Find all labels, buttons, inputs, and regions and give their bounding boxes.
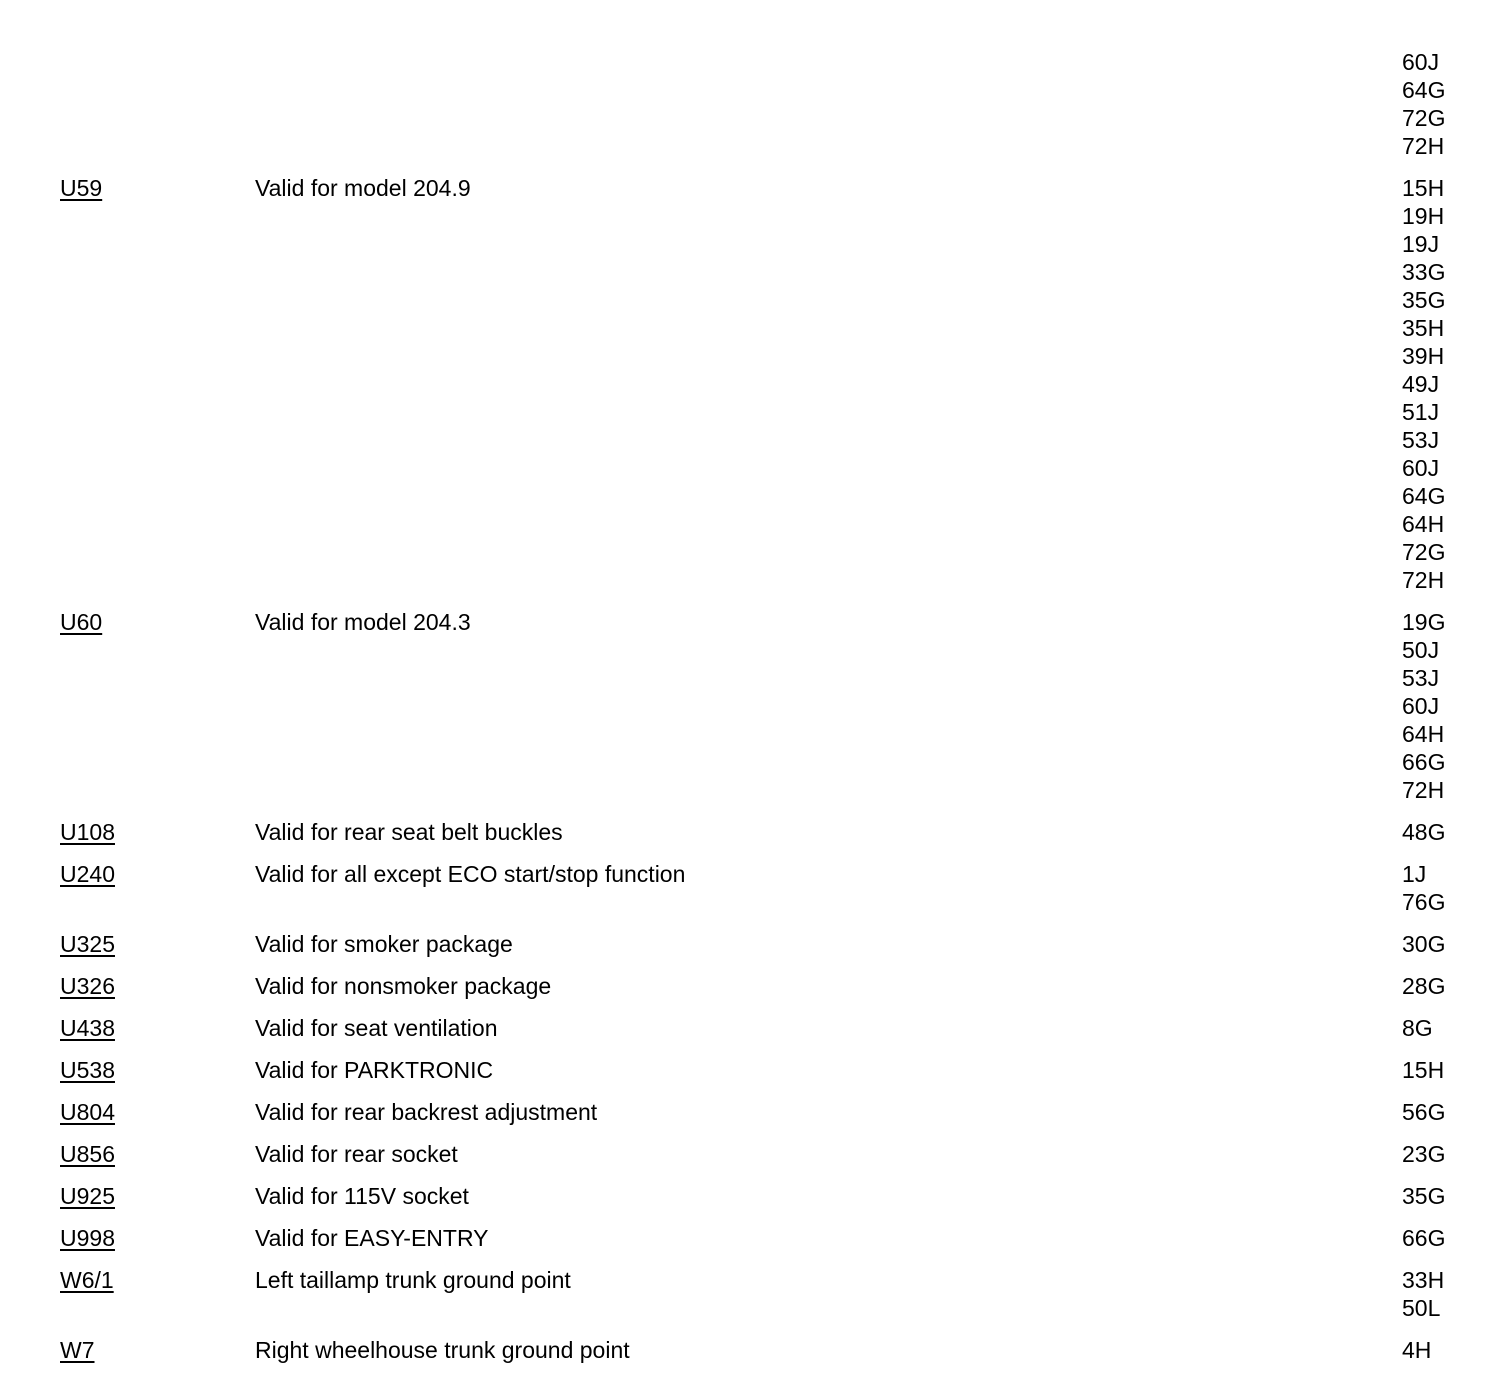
table-row (0, 930, 1504, 958)
grid-reference-list (1402, 1266, 1504, 1322)
grid-reference: 23G (1402, 1141, 1446, 1167)
table-row (0, 818, 1504, 846)
component-code-link[interactable]: U804 (60, 1099, 115, 1125)
grid-reference: 15H (1402, 1057, 1445, 1083)
grid-reference-list (1402, 1014, 1504, 1042)
table-row (0, 1266, 1504, 1322)
grid-reference: 33G (1402, 259, 1446, 285)
component-code-link[interactable]: U856 (60, 1141, 115, 1167)
component-code-link[interactable]: U538 (60, 1057, 115, 1083)
component-description: Valid for model 204.3 (255, 609, 471, 635)
grid-reference: 28G (1402, 973, 1446, 999)
grid-reference: 35G (1402, 1183, 1446, 1209)
table-row (0, 1140, 1504, 1168)
grid-reference: 72G (1402, 105, 1446, 131)
grid-reference: 56G (1402, 1099, 1446, 1125)
component-code-link[interactable]: W6/1 (60, 1267, 114, 1293)
component-description: Valid for seat ventilation (255, 1015, 498, 1041)
component-description: Valid for rear seat belt buckles (255, 819, 563, 845)
component-description: Valid for model 204.9 (255, 175, 471, 201)
grid-reference: 19G (1402, 609, 1446, 635)
table-row (0, 1182, 1504, 1210)
grid-reference: 60J (1402, 49, 1440, 75)
table-row (0, 48, 1504, 160)
component-code-link[interactable]: U325 (60, 931, 115, 957)
component-description: Valid for 115V socket (255, 1183, 469, 1209)
grid-reference: 53J (1402, 665, 1440, 691)
grid-reference: 1J (1402, 861, 1427, 887)
component-code-link[interactable]: U438 (60, 1015, 115, 1041)
table-row (0, 608, 1504, 804)
grid-reference-list (1402, 608, 1504, 804)
grid-reference-list (1402, 930, 1504, 958)
grid-reference: 35H (1402, 315, 1445, 341)
table-row (0, 174, 1504, 594)
table-row (0, 972, 1504, 1000)
grid-reference: 30G (1402, 931, 1446, 957)
component-code-link[interactable]: U925 (60, 1183, 115, 1209)
grid-reference: 72H (1402, 777, 1445, 803)
grid-reference: 19J (1402, 231, 1440, 257)
grid-reference: 60J (1402, 455, 1440, 481)
grid-reference-list (1402, 1098, 1504, 1126)
grid-reference: 72G (1402, 539, 1446, 565)
table-row (0, 860, 1504, 916)
grid-reference-list (1402, 1056, 1504, 1084)
grid-reference: 64G (1402, 483, 1446, 509)
component-description: Valid for PARKTRONIC (255, 1057, 494, 1083)
grid-reference: 72H (1402, 567, 1445, 593)
grid-reference: 51J (1402, 399, 1440, 425)
component-description: Valid for EASY-ENTRY (255, 1225, 489, 1251)
component-description: Left taillamp trunk ground point (255, 1267, 571, 1293)
grid-reference: 4H (1402, 1337, 1432, 1363)
grid-reference: 19H (1402, 203, 1445, 229)
component-code-link[interactable]: U240 (60, 861, 115, 887)
grid-reference: 50J (1402, 637, 1440, 663)
grid-reference: 8G (1402, 1015, 1433, 1041)
table-row (0, 1014, 1504, 1042)
table-row (0, 1336, 1504, 1364)
grid-reference-list (1402, 48, 1504, 160)
grid-reference-list (1402, 818, 1504, 846)
component-description: Right wheelhouse trunk ground point (255, 1337, 630, 1363)
grid-reference-list (1402, 1182, 1504, 1210)
grid-reference: 66G (1402, 1225, 1446, 1251)
component-description: Valid for nonsmoker package (255, 973, 552, 999)
grid-reference: 15H (1402, 175, 1445, 201)
grid-reference-list (1402, 1224, 1504, 1252)
component-code-link[interactable]: U998 (60, 1225, 115, 1251)
table-row (0, 1098, 1504, 1126)
component-description: Valid for rear backrest adjustment (255, 1099, 598, 1125)
grid-reference: 66G (1402, 749, 1446, 775)
grid-reference: 39H (1402, 343, 1445, 369)
grid-reference: 64G (1402, 77, 1446, 103)
grid-reference-list (1402, 860, 1504, 916)
component-code-link[interactable]: W7 (60, 1337, 95, 1363)
grid-reference: 33H (1402, 1267, 1445, 1293)
grid-reference: 76G (1402, 889, 1446, 915)
component-description: Valid for rear socket (255, 1141, 458, 1167)
table-row (0, 1056, 1504, 1084)
component-description: Valid for all except ECO start/stop function (255, 861, 686, 887)
grid-reference: 35G (1402, 287, 1446, 313)
grid-reference: 60J (1402, 693, 1440, 719)
component-description: Valid for smoker package (255, 931, 513, 957)
grid-reference-list (1402, 174, 1504, 594)
component-code-link[interactable]: U108 (60, 819, 115, 845)
grid-reference: 72H (1402, 133, 1445, 159)
grid-reference: 64H (1402, 721, 1445, 747)
grid-reference: 48G (1402, 819, 1446, 845)
grid-reference: 50L (1402, 1295, 1441, 1321)
grid-reference-list (1402, 1140, 1504, 1168)
component-code-link[interactable]: U60 (60, 609, 103, 635)
grid-reference: 49J (1402, 371, 1440, 397)
grid-reference-list (1402, 972, 1504, 1000)
table-row (0, 1224, 1504, 1252)
component-code-link[interactable]: U326 (60, 973, 115, 999)
grid-reference: 64H (1402, 511, 1445, 537)
grid-reference: 53J (1402, 427, 1440, 453)
grid-reference-list (1402, 1336, 1504, 1364)
component-code-link[interactable]: U59 (60, 175, 103, 201)
